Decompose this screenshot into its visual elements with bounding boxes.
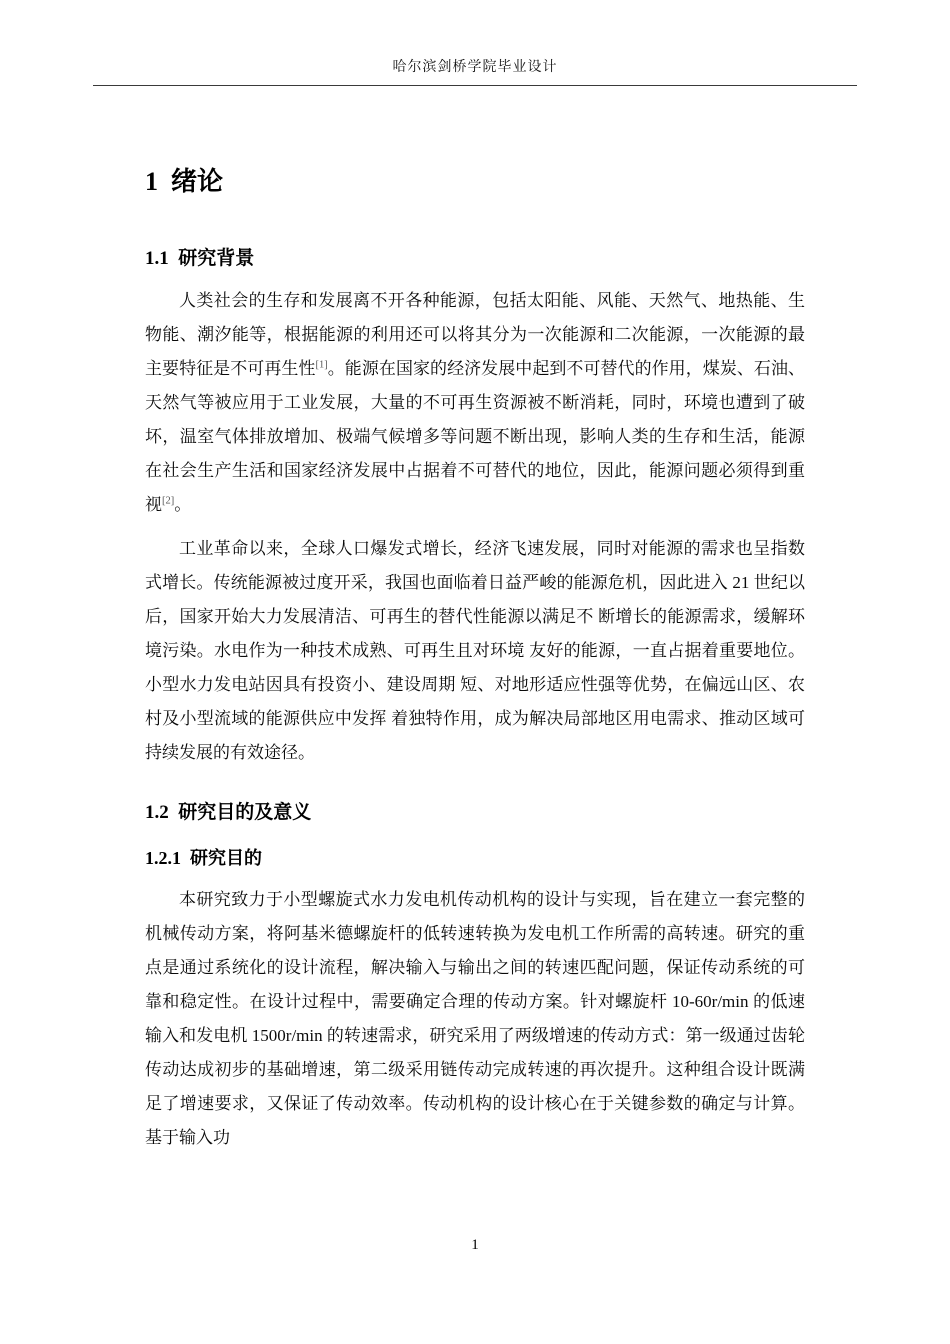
- citation-ref-2: [2]: [162, 495, 175, 507]
- paragraph-research-background-2: 工业革命以来，全球人口爆发式增长，经济飞速发展，同时对能源的需求也呈指数式增长。传统能源被过度开采，我国也面临着日益严峻的能源危机，因此进入 21 世纪以后，国家开始大力发展清洁、可再生的替代性能源以满足不 断增长的能源需求，缓解环境污染。水电作为一种技术成熟、可再生且对环境 友好的能源，一直占据着重要地位。小型水力发电站因具有投资小、建设周期 短、对地形适应性强等优势，在偏远山区、农村及小型流域的能源供应中发挥 着独特作用，成为解决局部地区用电需求、推动区域可持续发展的有效途径。: [145, 539, 805, 762]
- paragraph-text: 人类社会的生存和发展离不开各种能源，包括太阳能、风能、天然气、地热能、生物能、潮汐能等，根据能源的利用还可以将其分为一次能源和二次能源，一次能源的最主要特征是不可再生性: [145, 291, 805, 378]
- chapter-heading: 1 绪论: [145, 167, 224, 196]
- section-1-1-heading: 1.1 研究背景: [145, 248, 255, 269]
- document-body: [145, 164, 805, 1155]
- page-header: [93, 0, 857, 86]
- paragraph-text: 。: [174, 495, 192, 514]
- paragraph-text: 。能源在国家的经济发展中起到不可替代的作用，煤炭、石油、天然气等被应用于工业发展，大量的不可再生资源被不断消耗，同时，环境也遭到了破坏，温室气体排放增加、极端气候增多等问题不断出现，影响人类的生存和生活，能源在社会生产生活和国家经济发展中占据着不可替代的地位，因此，能源问题必须得到重视: [145, 359, 806, 514]
- paragraph-research-purpose-1: 本研究致力于小型螺旋式水力发电机传动机构的设计与实现，旨在建立一套完整的机械传动方案，将阿基米德螺旋杆的低转速转换为发电机工作所需的高转速。研究的重点是通过系统化的设计流程，解决输入与输出之间的转速匹配问题，保证传动系统的可靠和稳定性。在设计过程中，需要确定合理的传动方案。针对螺旋杆 10-60r/min 的低速输入和发电机 1500r/min 的转速需求，研究采用了两级增速的传动方式：第一级通过齿轮传动达成初步的基础增速，第二级采用链传动完成转速的再次提升。这种组合设计既满足了增速要求，又保证了传动效率。传动机构的设计核心在于关键参数的确定与计算。基于输入功: [145, 890, 805, 1147]
- section-1-2-heading: 1.2 研究目的及意义: [145, 802, 312, 823]
- subsection-1-2-1-heading: 1.2.1 研究目的: [145, 848, 262, 868]
- header-divider: [93, 85, 857, 86]
- paragraph-research-background-1: [145, 284, 805, 522]
- header-title: 哈尔滨剑桥学院毕业设计: [392, 60, 558, 75]
- citation-ref-1: [1]: [315, 359, 328, 371]
- page-number: 1: [471, 1237, 479, 1253]
